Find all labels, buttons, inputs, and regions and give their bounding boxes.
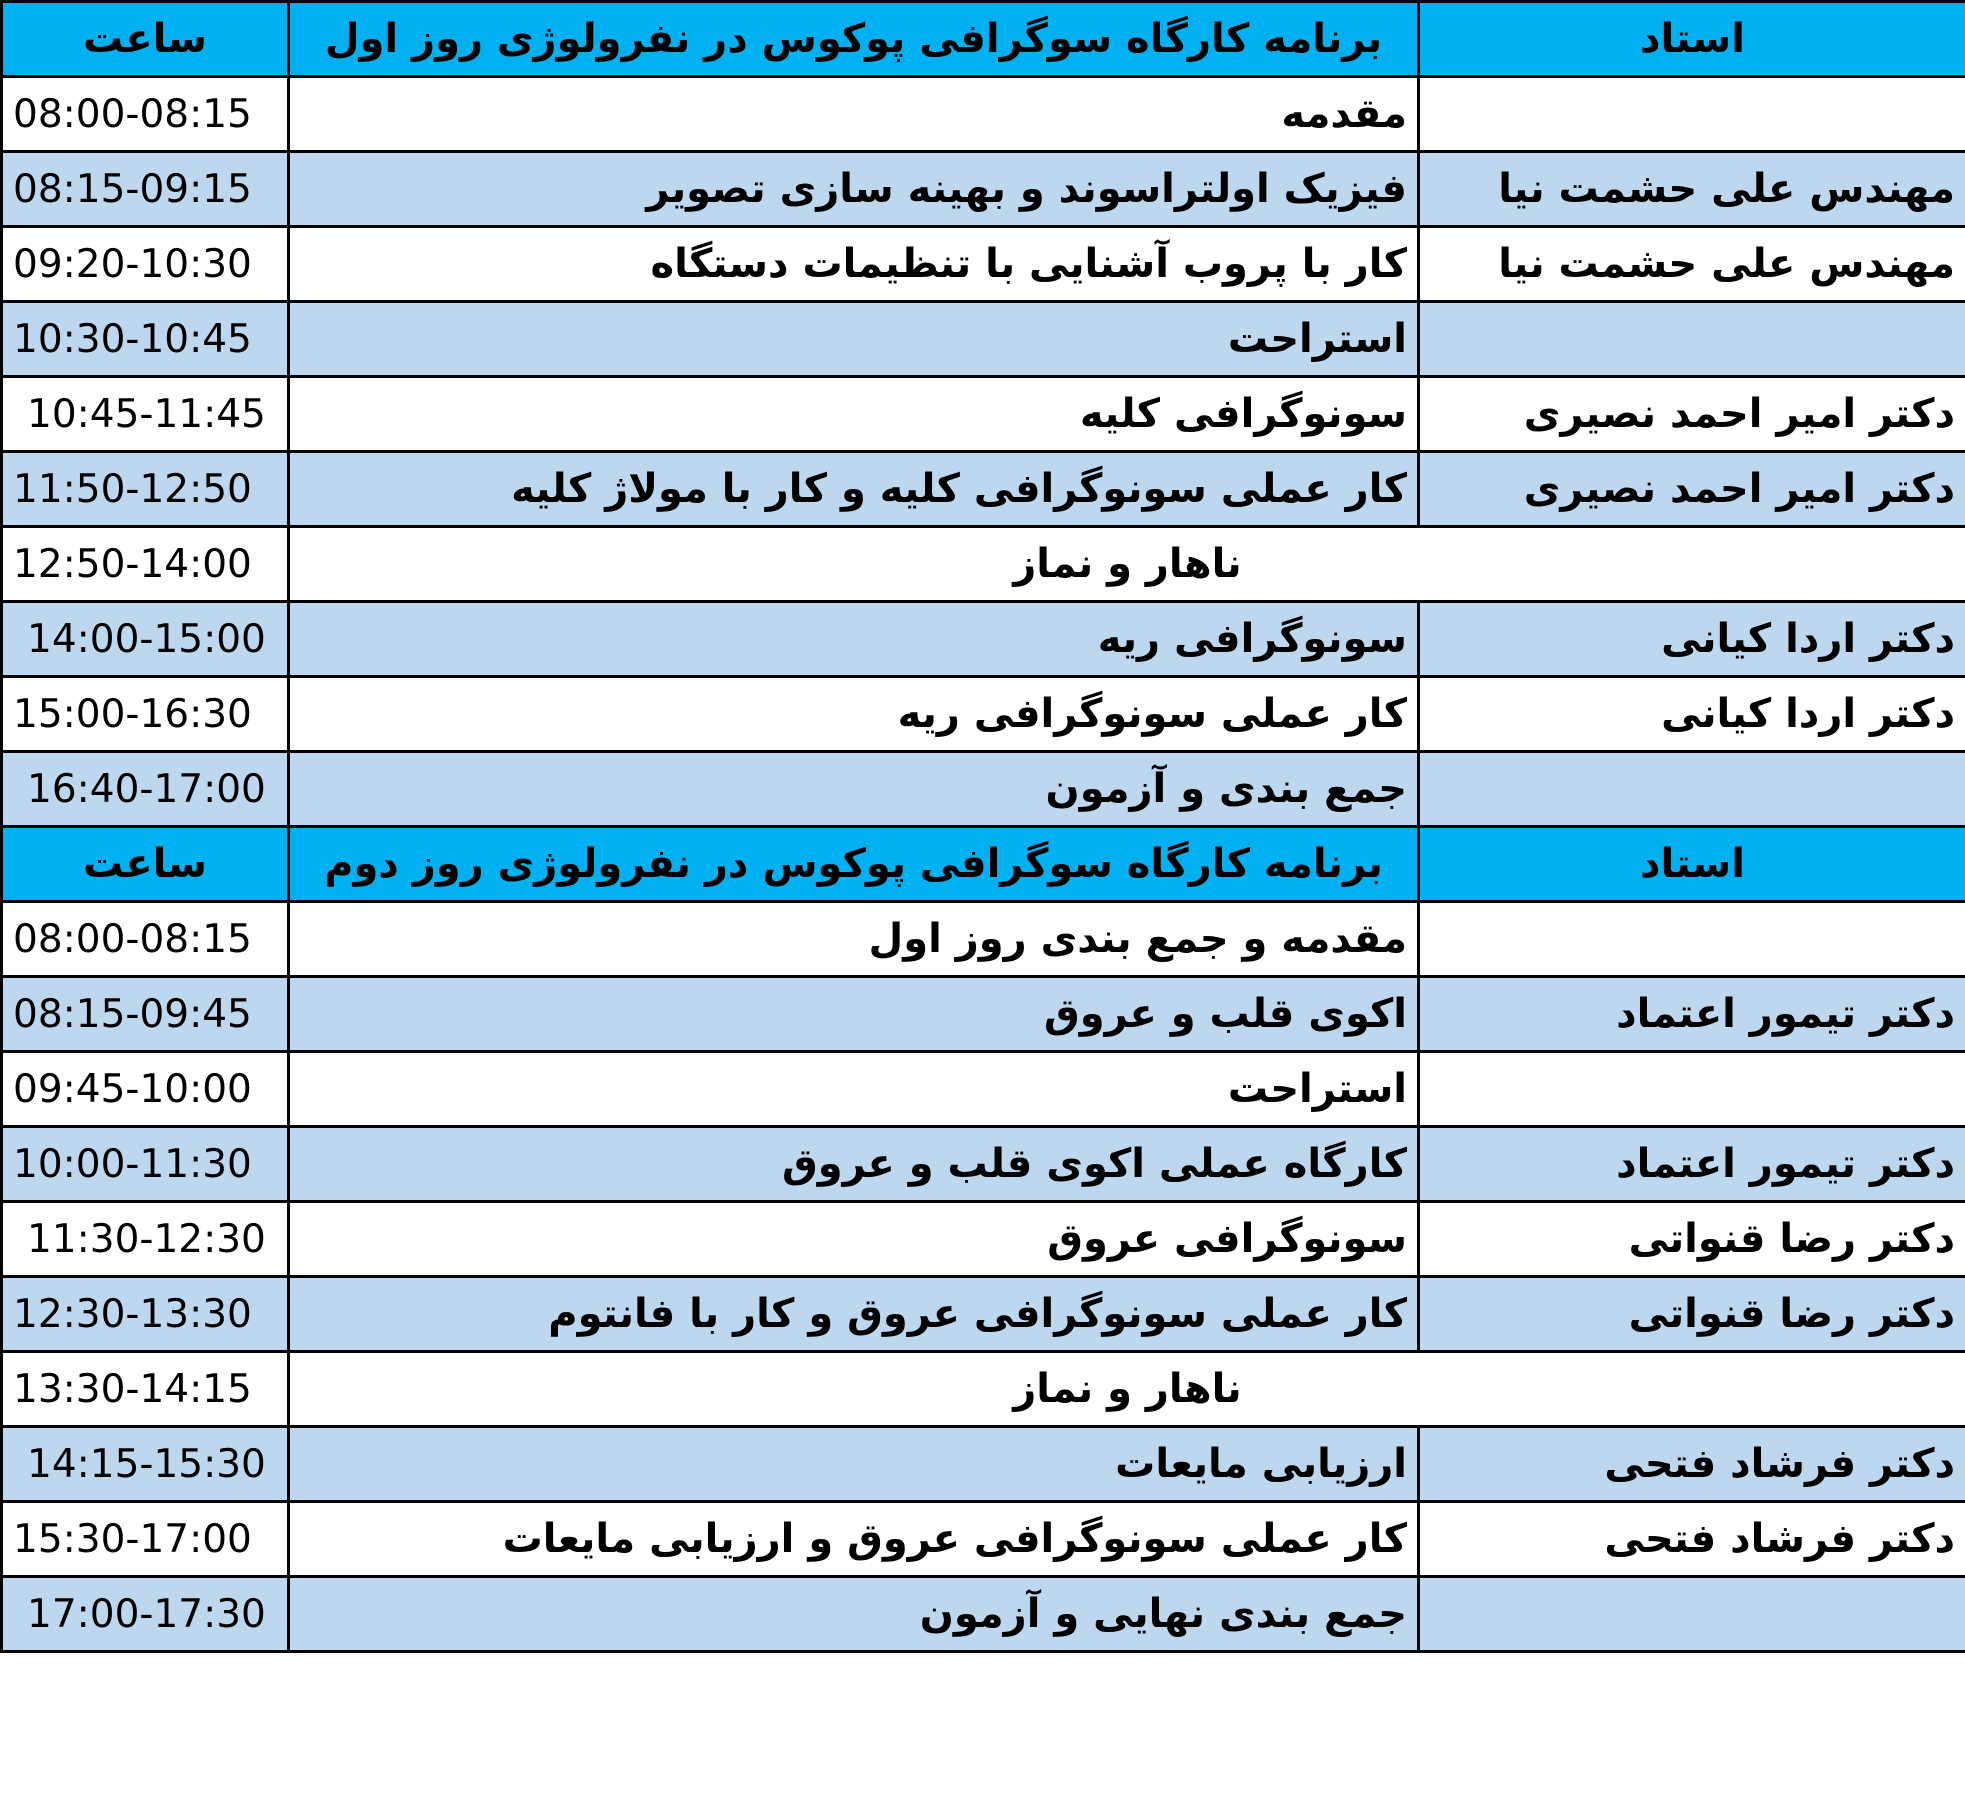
teacher-cell xyxy=(1419,77,1965,152)
table-row xyxy=(2,677,1965,752)
table-row xyxy=(2,1052,1965,1127)
day1-header-row xyxy=(2,2,1965,77)
topic-cell: جمع بندی و آزمون xyxy=(289,752,1419,827)
time-cell: 11:50-12:50 xyxy=(2,452,289,527)
table-row xyxy=(2,377,1965,452)
teacher-cell: دکتر رضا قنواتی xyxy=(1419,1202,1965,1277)
topic-cell: کار عملی سونوگرافی عروق و کار با فانتوم xyxy=(289,1277,1419,1352)
topic-cell: ارزیابی مایعات xyxy=(289,1427,1419,1502)
teacher-cell: دکتر تیمور اعتماد xyxy=(1419,977,1965,1052)
time-cell: 16:40-17:00 xyxy=(2,752,289,827)
time-cell: 08:15-09:15 xyxy=(2,152,289,227)
time-cell: 09:20-10:30 xyxy=(2,227,289,302)
time-cell: 09:45-10:00 xyxy=(2,1052,289,1127)
time-cell: 12:30-13:30 xyxy=(2,1277,289,1352)
table-row xyxy=(2,527,1965,602)
day2-teacher-header: استاد xyxy=(1419,827,1965,902)
teacher-cell: دکتر رضا قنواتی xyxy=(1419,1277,1965,1352)
teacher-cell: دکتر اردا کیانی xyxy=(1419,602,1965,677)
topic-cell: سونوگرافی ریه xyxy=(289,602,1419,677)
teacher-cell: دکتر فرشاد فتحی xyxy=(1419,1427,1965,1502)
table-row xyxy=(2,1352,1965,1427)
topic-cell: کار عملی سونوگرافی ریه xyxy=(289,677,1419,752)
teacher-cell: دکتر اردا کیانی xyxy=(1419,677,1965,752)
topic-cell: مقدمه xyxy=(289,77,1419,152)
time-cell: 08:00-08:15 xyxy=(2,902,289,977)
table-row xyxy=(2,752,1965,827)
topic-cell: کار عملی سونوگرافی عروق و ارزیابی مایعات xyxy=(289,1502,1419,1577)
teacher-cell xyxy=(1419,752,1965,827)
table-row xyxy=(2,977,1965,1052)
topic-cell: ناهار و نماز xyxy=(289,1352,1965,1427)
time-cell: 13:30-14:15 xyxy=(2,1352,289,1427)
time-cell: 14:00-15:00 xyxy=(2,602,289,677)
topic-cell: استراحت xyxy=(289,302,1419,377)
time-cell: 10:00-11:30 xyxy=(2,1127,289,1202)
teacher-cell xyxy=(1419,1052,1965,1127)
table-row xyxy=(2,152,1965,227)
topic-cell: سونوگرافی عروق xyxy=(289,1202,1419,1277)
topic-cell: جمع بندی نهایی و آزمون xyxy=(289,1577,1419,1652)
time-cell: 17:00-17:30 xyxy=(2,1577,289,1652)
topic-cell: کار با پروب آشنایی با تنظیمات دستگاه xyxy=(289,227,1419,302)
time-cell: 11:30-12:30 xyxy=(2,1202,289,1277)
teacher-cell xyxy=(1419,1577,1965,1652)
table-row xyxy=(2,452,1965,527)
time-cell: 08:15-09:45 xyxy=(2,977,289,1052)
day2-header-row xyxy=(2,827,1965,902)
table-row xyxy=(2,227,1965,302)
day2-title-header: برنامه کارگاه سوگرافی پوکوس در نفرولوژی روز دوم xyxy=(289,827,1419,902)
table-row xyxy=(2,1277,1965,1352)
topic-cell: ناهار و نماز xyxy=(289,527,1965,602)
teacher-cell: دکتر امیر احمد نصیری xyxy=(1419,377,1965,452)
teacher-cell: مهندس علی حشمت نیا xyxy=(1419,152,1965,227)
table-row xyxy=(2,302,1965,377)
topic-cell: کارگاه عملی اکوی قلب و عروق xyxy=(289,1127,1419,1202)
topic-cell: سونوگرافی کلیه xyxy=(289,377,1419,452)
topic-cell: مقدمه و جمع بندی روز اول xyxy=(289,902,1419,977)
teacher-cell xyxy=(1419,902,1965,977)
table-row xyxy=(2,1502,1965,1577)
time-cell: 08:00-08:15 xyxy=(2,77,289,152)
time-cell: 14:15-15:30 xyxy=(2,1427,289,1502)
topic-cell: فیزیک اولتراسوند و بهینه سازی تصویر xyxy=(289,152,1419,227)
time-cell: 15:00-16:30 xyxy=(2,677,289,752)
table-row xyxy=(2,1427,1965,1502)
teacher-cell: مهندس علی حشمت نیا xyxy=(1419,227,1965,302)
table-row xyxy=(2,1127,1965,1202)
day1-time-header: ساعت xyxy=(2,2,289,77)
topic-cell: کار عملی سونوگرافی کلیه و کار با مولاژ کلیه xyxy=(289,452,1419,527)
day1-title-header: برنامه کارگاه سوگرافی پوکوس در نفرولوژی روز اول xyxy=(289,2,1419,77)
table-row xyxy=(2,1202,1965,1277)
day1-teacher-header: استاد xyxy=(1419,2,1965,77)
teacher-cell: دکتر امیر احمد نصیری xyxy=(1419,452,1965,527)
teacher-cell: دکتر تیمور اعتماد xyxy=(1419,1127,1965,1202)
topic-cell: استراحت xyxy=(289,1052,1419,1127)
time-cell: 15:30-17:00 xyxy=(2,1502,289,1577)
table-row xyxy=(2,902,1965,977)
table-row xyxy=(2,1577,1965,1652)
day2-time-header: ساعت xyxy=(2,827,289,902)
table-row xyxy=(2,602,1965,677)
teacher-cell xyxy=(1419,302,1965,377)
time-cell: 12:50-14:00 xyxy=(2,527,289,602)
topic-cell: اکوی قلب و عروق xyxy=(289,977,1419,1052)
teacher-cell: دکتر فرشاد فتحی xyxy=(1419,1502,1965,1577)
time-cell: 10:30-10:45 xyxy=(2,302,289,377)
table-row xyxy=(2,77,1965,152)
time-cell: 10:45-11:45 xyxy=(2,377,289,452)
